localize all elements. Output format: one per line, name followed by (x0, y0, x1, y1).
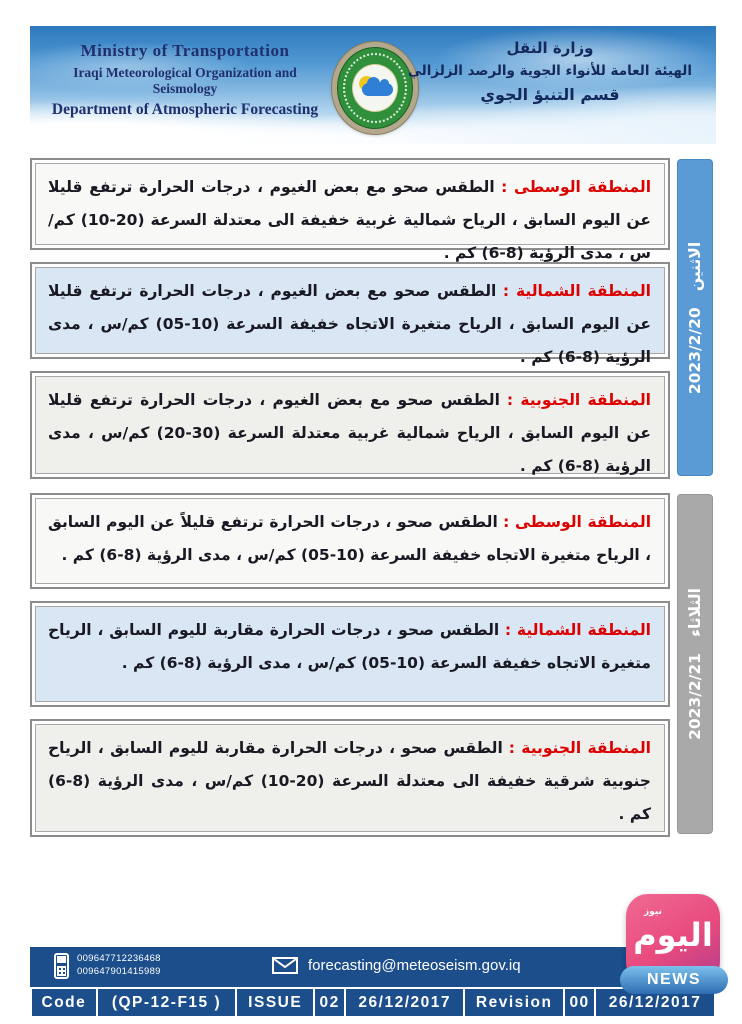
logo-center (352, 64, 398, 112)
region-title: المنطقة الشمالية : (502, 282, 651, 300)
watermark-small-text: نيوز (644, 907, 662, 917)
table-cell-code-value: (QP-12-F15 ) (96, 989, 235, 1016)
day-group-tuesday (30, 493, 716, 837)
organization-title-en: Iraqi Meteorological Organization and Seismology (73, 65, 297, 96)
region-title: المنطقة الجنوبية : (506, 391, 651, 409)
phone-contact (54, 953, 161, 979)
mobile-phone-icon (54, 953, 69, 979)
day1-sidebar (670, 158, 716, 479)
phone-numbers (77, 953, 161, 979)
forecast-text: الطقس صحو مع بعض الغيوم ، درجات الحرارة ترتفع قليلا عن اليوم السابق ، الرياح متغيرة الاتجاه خفيفة السرعة (10-05) كم/س ، مدى الرؤية (8-6) كم . (48, 282, 651, 366)
forecast-box-southern-day2 (30, 719, 670, 837)
table-cell-revision-date: 26/12/2017 (594, 989, 716, 1016)
watermark-big-text: اليوم (633, 916, 713, 954)
region-title: المنطقة الشمالية : (504, 621, 651, 639)
table-cell-issue-label: ISSUE (235, 989, 313, 1016)
phone-number-2: 009647901415989 (77, 966, 161, 977)
table-cell-issue-number: 02 (313, 989, 344, 1016)
ministry-title-ar: وزارة النقل (506, 39, 594, 57)
forecast-box-central-day1 (30, 158, 670, 262)
forecast-box-northern-day2 (30, 601, 670, 707)
date-bar-monday (677, 159, 713, 476)
date-bar-label: الثلاثاء 2023/2/21 (686, 588, 704, 740)
forecast-box-northern-day1 (30, 262, 670, 366)
region-title: المنطقة الوسطى : (503, 513, 652, 531)
forecast-content (30, 158, 716, 837)
header-arabic (400, 39, 700, 104)
table-cell-issue-date: 26/12/2017 (344, 989, 463, 1016)
header-english (40, 41, 330, 119)
day-group-monday (30, 158, 716, 479)
header-banner (30, 26, 716, 144)
day2-sidebar (670, 493, 716, 837)
department-title-ar: قسم التنبؤ الجوي (480, 85, 620, 104)
date-bar-tuesday (677, 494, 713, 834)
forecast-text: الطقس صحو ، درجات الحرارة مقاربة لليوم السابق ، الرياح جنوبية شرقية خفيفة الى معتدلة السرعة (20-10) كم/س ، مدى الرؤية (8-6) كم . (48, 739, 651, 823)
footer-bar (30, 947, 716, 1016)
email-contact (272, 957, 521, 974)
table-cell-revision-label: Revision (463, 989, 563, 1016)
forecast-text: الطقس صحو مع بعض الغيوم ، درجات الحرارة ترتفع قليلا عن اليوم السابق ، الرياح شمالية غربية معتدلة السرعة (30-20) كم/س ، مدى الرؤية (8-6) كم . (48, 391, 651, 475)
email-address: forecasting@meteoseism.gov.iq (308, 957, 521, 974)
cloud-icon (362, 83, 393, 96)
table-cell-revision-number: 00 (563, 989, 594, 1016)
forecast-text: الطقس صحو ، درجات الحرارة مقاربة لليوم السابق ، الرياح متغيرة الاتجاه خفيفة السرعة (10-05) كم/س ، مدى الرؤية (8-6) كم . (48, 621, 651, 672)
phone-number-1: 009647712236468 (77, 953, 161, 965)
watermark-news-pill: NEWS (620, 966, 728, 994)
document-control-table (30, 987, 716, 1016)
forecast-box-southern-day1 (30, 371, 670, 479)
department-title-en: Department of Atmospheric Forecasting (51, 101, 319, 118)
forecast-text: الطقس صحو مع بعض الغيوم ، درجات الحرارة ترتفع قليلا عن اليوم السابق ، الرياح شمالية غربية خفيفة الى معتدلة السرعة (20-10) كم/س ، مدى الرؤية (8-6) كم . (48, 178, 651, 262)
region-title: المنطقة الجنوبية : (508, 739, 651, 757)
forecast-box-central-day2 (30, 493, 670, 589)
date-bar-label: الاثنين 2023/2/20 (686, 241, 704, 394)
envelope-icon (272, 957, 298, 974)
news-watermark-logo (626, 894, 720, 992)
region-title: المنطقة الوسطى : (501, 178, 652, 196)
day2-boxes (30, 493, 670, 837)
table-cell-code-label: Code (30, 989, 96, 1016)
ministry-title-en: Ministry of Transportation (80, 41, 290, 60)
forecast-text: الطقس صحو ، درجات الحرارة ترتفع قليلاً عن اليوم السابق ، الرياح متغيرة الاتجاه خفيفة السرعة (10-05) كم/س ، مدى الرؤية (8-6) كم . (48, 513, 651, 564)
footer-contact-row (30, 947, 716, 987)
organization-title-ar: الهيئة العامة للأنواء الجوية والرصد الزلزالي (407, 63, 693, 79)
day1-boxes (30, 158, 670, 479)
